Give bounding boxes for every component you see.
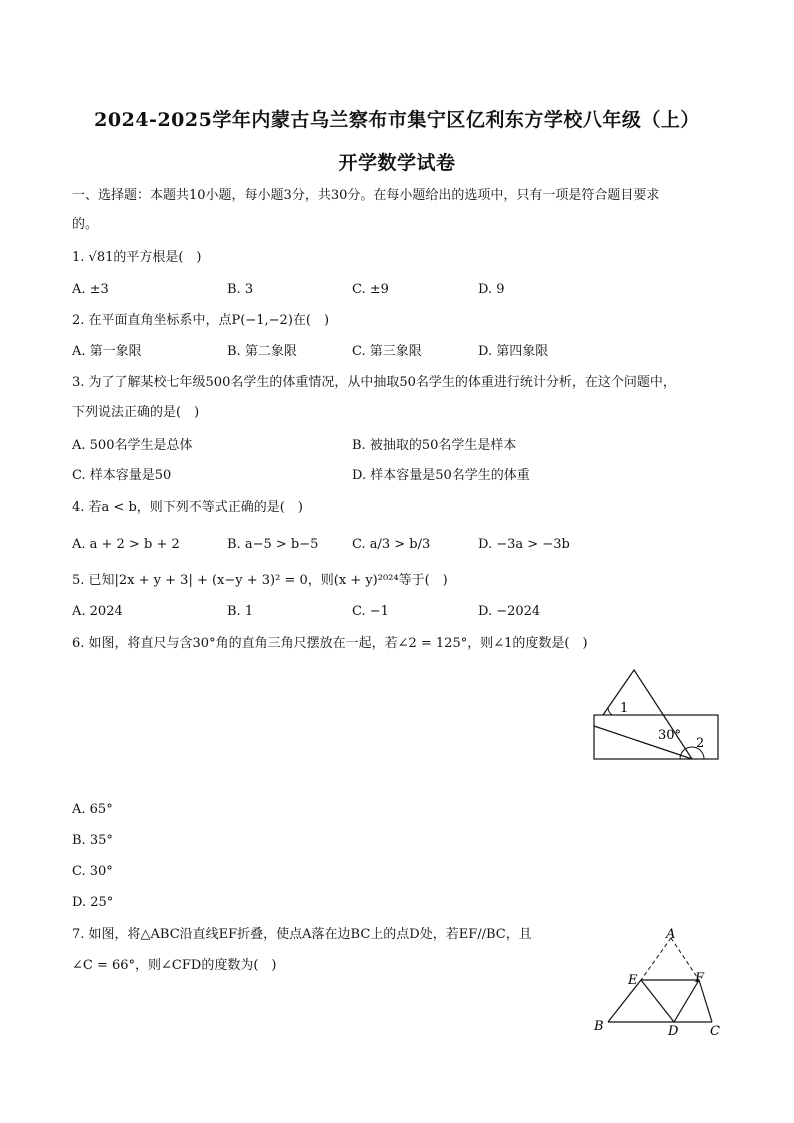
angle-1-label: 1 (620, 701, 629, 716)
q3-option-b: B. 被抽取的50名学生是样本 (352, 438, 517, 453)
q1-option-c: C. ±9 (352, 282, 389, 297)
q5-option-d: D. −2024 (478, 604, 541, 619)
section-instruction-line1: 一、选择题：本题共10小题，每小题3分，共30分。在每小题给出的选项中，只有一项是符合题目要求 (72, 188, 660, 203)
point-f-label: F (695, 971, 705, 986)
point-c-label: C (710, 1024, 720, 1039)
q1-option-b: B. 3 (227, 282, 254, 297)
q4-option-b: B. a−5 > b−5 (227, 537, 319, 552)
q6-option-d: D. 25° (72, 895, 114, 910)
q5-option-a: A. 2024 (72, 604, 123, 619)
q3-option-d: D. 样本容量是50名学生的体重 (352, 468, 530, 483)
q1-option-d: D. 9 (478, 282, 505, 297)
q6-stem: 6. 如图，将直尺与含30°角的直角三角尺摆放在一起，若∠2 = 125°，则∠1的度数是( ) (72, 636, 588, 651)
q2-option-b: B. 第二象限 (227, 344, 297, 359)
q2-option-d: D. 第四象限 (478, 344, 549, 359)
exam-title-line2: 开学数学试卷 (338, 152, 456, 174)
q3-stem-line2: 下列说法正确的是( ) (72, 405, 200, 420)
q7-triangle-fold-figure (588, 926, 724, 1042)
q7-stem-line2: ∠C = 66°，则∠CFD的度数为( ) (72, 958, 277, 973)
angle-1-arc (608, 707, 612, 715)
q4-option-d: D. −3a > −3b (478, 537, 570, 552)
exam-title-line1: 2024-2025学年内蒙古乌兰察布市集宁区亿利东方学校八年级（上） (94, 109, 700, 131)
q6-option-c: C. 30° (72, 864, 113, 879)
point-a-label: A (666, 927, 676, 942)
q5-option-c: C. −1 (352, 604, 389, 619)
point-b-label: B (594, 1019, 604, 1034)
q3-stem-line1: 3. 为了了解某校七年级500名学生的体重情况，从中抽取50名学生的体重进行统计分析，在这个问题中， (72, 375, 676, 390)
q1-stem: 1. √81的平方根是( ) (72, 250, 202, 265)
point-d-label: D (668, 1024, 679, 1039)
q5-option-b: B. 1 (227, 604, 254, 619)
q7-stem-line1: 7. 如图，将△ABC沿直线EF折叠，使点A落在边BC上的点D处，若EF//BC，且 (72, 927, 532, 942)
q6-ruler-triangle-figure (588, 666, 724, 764)
q2-stem: 2. 在平面直角坐标系中，点P(−1,−2)在( ) (72, 313, 330, 328)
q3-option-a: A. 500名学生是总体 (72, 438, 193, 453)
segment-ed (641, 980, 674, 1022)
q4-option-c: C. a/3 > b/3 (352, 537, 431, 552)
q4-stem: 4. 若a < b，则下列不等式正确的是( ) (72, 500, 303, 515)
point-e-label: E (628, 973, 638, 988)
q3-option-c: C. 样本容量是50 (72, 468, 172, 483)
angle-2-label: 2 (696, 736, 705, 751)
q1-option-a: A. ±3 (72, 282, 109, 297)
q2-option-c: C. 第三象限 (352, 344, 422, 359)
q4-option-a: A. a + 2 > b + 2 (72, 537, 180, 552)
q6-option-b: B. 35° (72, 833, 113, 848)
q5-stem: 5. 已知|2x + y + 3| + (x−y + 3)² = 0，则(x + y)²⁰²⁴等于( ) (72, 573, 448, 588)
angle-30-label: 30° (658, 728, 682, 743)
segment-fc (699, 980, 712, 1022)
q6-option-a: A. 65° (72, 802, 113, 817)
q2-option-a: A. 第一象限 (72, 344, 142, 359)
segment-fd (674, 980, 699, 1022)
segment-ae-dashed (641, 938, 671, 980)
section-instruction-line2: 的。 (72, 217, 99, 232)
